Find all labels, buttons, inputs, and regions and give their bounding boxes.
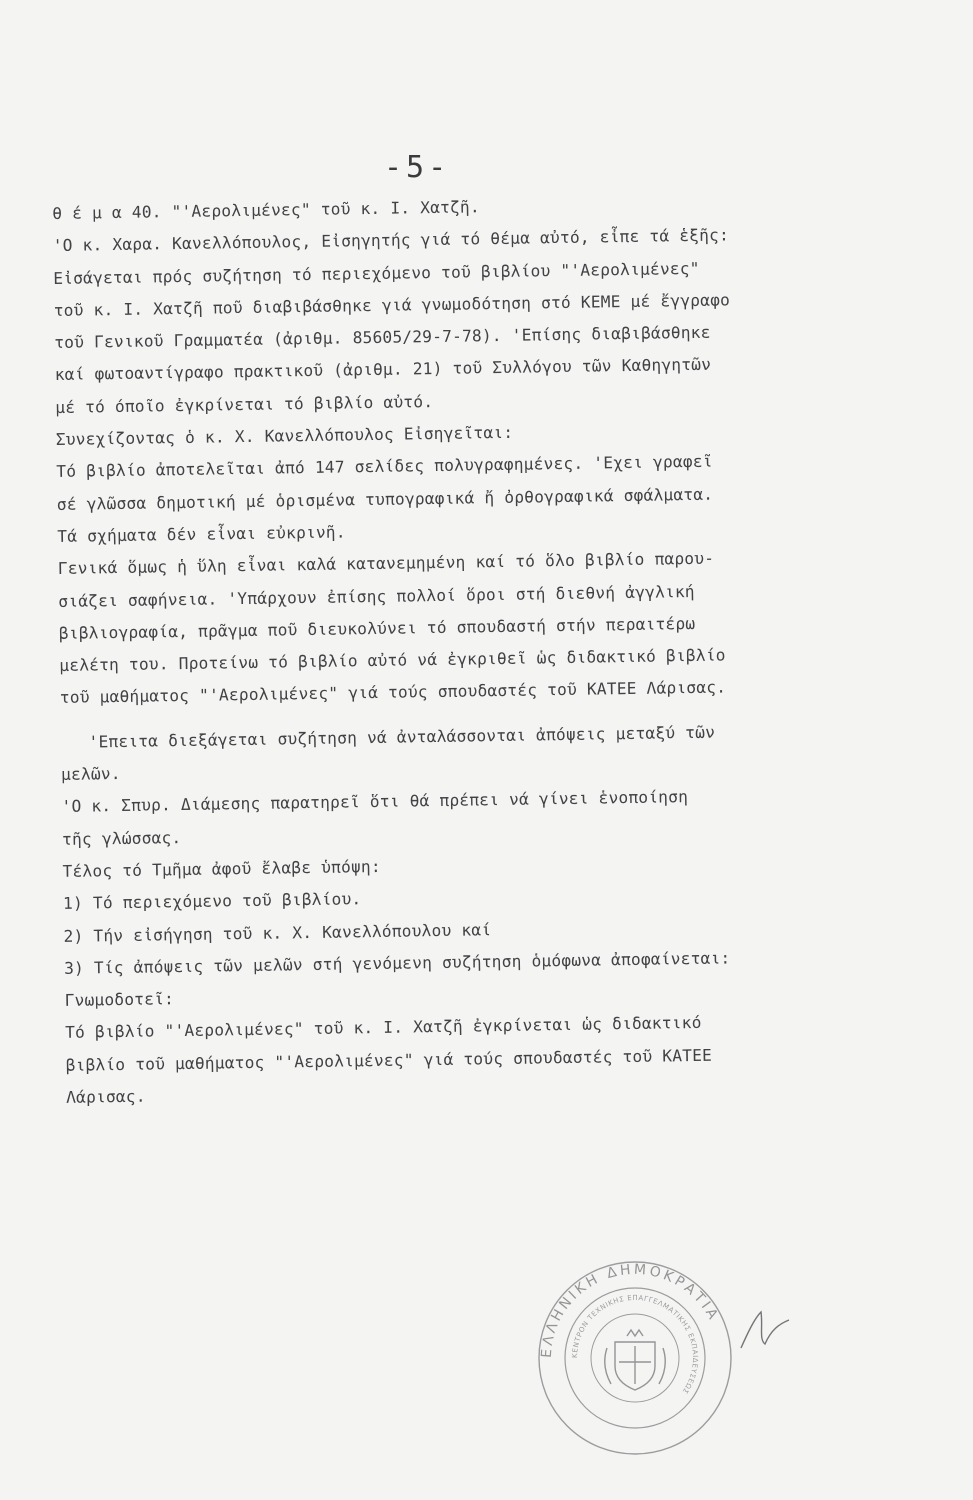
text-line: καί φωτοαντίγραφο πρακτικοῦ (ἀριθμ. 21) τοῦ Συλλόγου τῶν Καθηγητῶν — [54, 355, 712, 385]
text-line: Λάρισας. — [65, 1086, 146, 1107]
text-line: τοῦ μαθήματος "'Αερολιμένες" γιά τούς σπουδαστές τοῦ ΚΑΤΕΕ Λάρισας. — [59, 677, 727, 708]
text-line: μελέτη του. Προτείνω τό βιβλίο αὐτό νά ἐγκριθεῖ ὡς διδακτικό βιβλίο — [59, 645, 726, 676]
text-line: Εἰσάγεται πρός συζήτηση τό περιεχόμενο τοῦ βιβλίου "'Αερολιμένες" — [53, 258, 700, 288]
text-line: μέ τό όποῖο ἐγκρίνεται τό βιβλίο αὐτό. — [55, 391, 434, 417]
seal-outer-text: ΕΛΛΗΝΙΚΗ ΔΗΜΟΚΡΑΤΙΑ — [538, 1261, 722, 1359]
text-line: μελῶν. — [60, 764, 121, 784]
text-line: 1) Τό περιεχόμενο τοῦ βιβλίου. — [62, 889, 362, 914]
official-seal — [535, 1258, 735, 1458]
text-line: βιβλιογραφία, πρᾶγμα ποῦ διευκολύνει τό σπουδαστή στήν περαιτέρω — [58, 613, 696, 643]
seal-inner-text: ΚΕΝΤΡΟΝ ΤΕΧΝΙΚΗΣ ΕΠΑΓΓΕΛΜΑΤΙΚΗΣ ΕΚΠΑΙΔΕΥΣΕΩΣ — [570, 1293, 700, 1396]
text-line: σιάζει σαφήνεια. 'Υπάρχουν ἐπίσης πολλοί ὅροι στή διεθνή ἀγγλική — [58, 581, 695, 611]
coat-of-arms-icon — [605, 1330, 666, 1390]
text-line: 3) Τίς ἀπόψεις τῶν μελῶν στή γενόμενη συζήτηση ὁμόφωνα ἀποφαίνεται: — [63, 948, 731, 978]
text-line: 'Ο κ. Σπυρ. Διάμεσης παρατηρεῖ ὅτι θά πρέπει νά γίνει ἑνοποίηση — [61, 787, 689, 817]
signature-mark — [735, 1300, 795, 1360]
text-line: τῆς γλώσσας. — [61, 827, 182, 849]
text-line: τοῦ Γενικοῦ Γραμματέα (ἀριθμ. 85605/29-7-78). 'Επίσης διαβιβάσθηκε — [54, 322, 711, 353]
text-line: Τό βιβλίο ἀποτελεῖται ἀπό 147 σελίδες πολυγραφημένες. 'Εχει γραφεῖ — [56, 452, 713, 482]
text-line: Τό βιβλίο "'Αερολιμένες" τοῦ κ. Ι. Χατζῆ ἐγκρίνεται ὡς διδακτικό — [64, 1013, 702, 1043]
text-line: θ έ μ α 40. "'Αερολιμένες" τοῦ κ. Ι. Χατζῆ. — [52, 197, 481, 223]
text-line: 'Επειτα διεξάγεται συζήτηση νά ἀνταλάσσονται ἀπόψεις μεταξύ τῶν — [88, 722, 716, 752]
typewritten-minutes — [52, 184, 966, 1114]
text-line: Τά σχήματα δέν εἶναι εὐκρινῆ. — [57, 522, 346, 546]
text-line: βιβλίο τοῦ μαθήματος "'Αερολιμένες" γιά τούς σπουδαστές τοῦ ΚΑΤΕΕ — [65, 1045, 713, 1075]
text-line: Συνεχίζοντας ὁ κ. Χ. Κανελλόπουλος Εἰσηγεῖται: — [55, 422, 514, 450]
text-line: 2) Τήν εἰσήγηση τοῦ κ. Χ. Κανελλόπουλου καί — [63, 919, 492, 946]
text-line: 'Ο κ. Χαρα. Κανελλόπουλος, Εἰσηγητής γιά τό θέμα αὐτό, εἶπε τά ἑξῆς: — [52, 225, 730, 256]
text-line: σέ γλῶσσα δημοτική μέ ὁρισμένα τυπογραφικά ἤ ὀρθογραφικά σφάλματα. — [56, 484, 714, 514]
text-line: Γνωμοδοτεῖ: — [64, 989, 175, 1011]
text-line: τοῦ κ. Ι. Χατζῆ ποῦ διαβιβάσθηκε γιά γνωμοδότηση στό ΚΕΜΕ μέ ἔγγραφο — [53, 290, 731, 320]
page-number: -5- — [384, 150, 451, 185]
text-line: Τέλος τό Τμῆμα ἀφοῦ ἔλαβε ὑπόψη: — [62, 856, 381, 881]
text-line: Γενικά ὅμως ἡ ὕλη εἶναι καλά κατανεμημένη καί τό ὅλο βιβλίο παρου- — [57, 548, 715, 579]
